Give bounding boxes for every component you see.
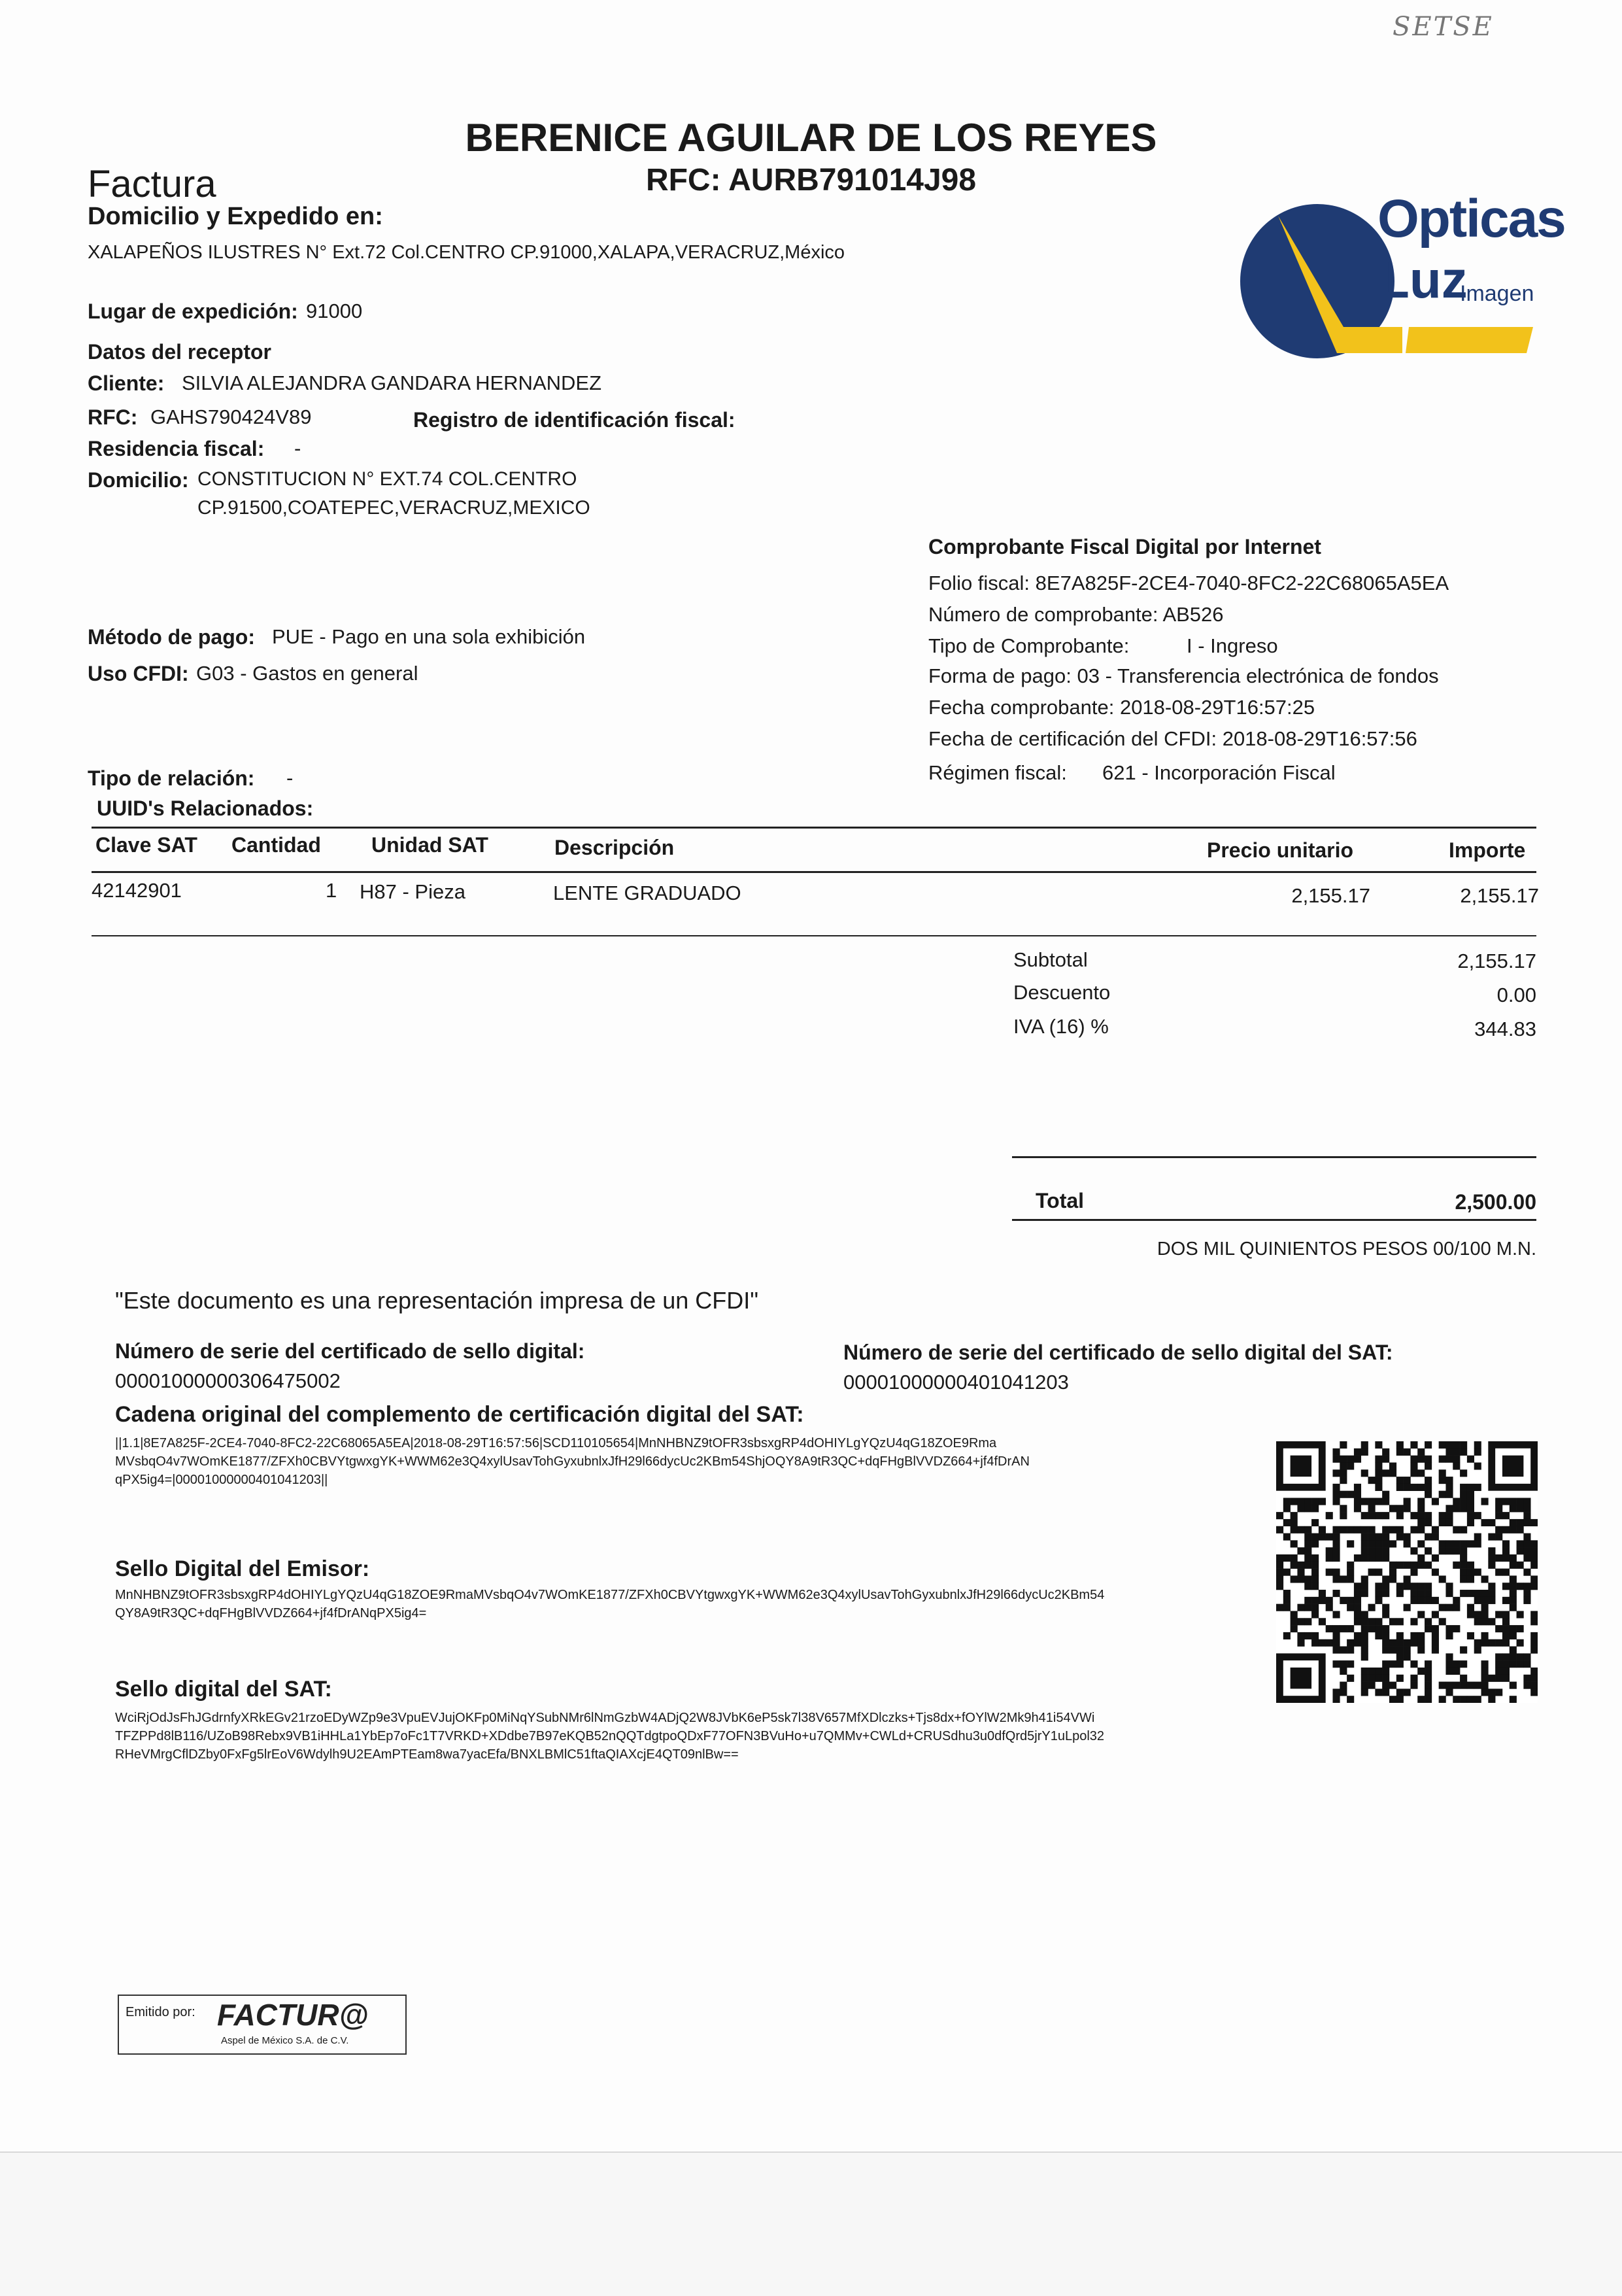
total-en-letra: DOS MIL QUINIENTOS PESOS 00/100 M.N. (1157, 1239, 1536, 1259)
receptor-domicilio-line2: CP.91500,COATEPEC,VERACRUZ,MEXICO (197, 497, 590, 519)
domicilio-label: Domicilio y Expedido en: (88, 203, 383, 230)
descuento-label: Descuento (1013, 981, 1111, 1004)
receptor-section-label: Datos del receptor (88, 340, 271, 364)
emitido-por-stamp (118, 1995, 407, 2055)
cell-clave: 42142901 (92, 879, 182, 902)
table-top-rule (92, 827, 1536, 829)
receptor-domicilio-label: Domicilio: (88, 468, 189, 492)
tipo-comprobante-value: I - Ingreso (1187, 634, 1278, 657)
cell-importe: 2,155.17 (1460, 884, 1539, 907)
sello-emisor-line: MnNHBNZ9tOFR3sbsxgRP4dOHIYLgYQzU4qG18ZOE9RmaMVsbqO4v7WOmKE1877/ZFXh0CBVYtgwxgYK+WWM62e3Q4xylUsavTohGyxubnlxJfH29l66dycUc2KBm54 (115, 1588, 1105, 1602)
residencia-label: Residencia fiscal: (88, 437, 265, 460)
emisor-cert-label: Número de serie del certificado de sello digital: (115, 1339, 585, 1363)
th-precio: Precio unitario (1207, 838, 1354, 862)
tipo-relacion-label: Tipo de relación: (88, 766, 255, 790)
regimen-fiscal-value: 621 - Incorporación Fiscal (1102, 761, 1336, 784)
emitido-label: Emitido por: (126, 2005, 195, 2019)
lugar-value: 91000 (306, 300, 363, 322)
logo-line2: Luz (1377, 250, 1468, 309)
scan-margin (0, 2151, 1622, 2296)
total-label: Total (1036, 1189, 1085, 1212)
opticas-luz-logo (1239, 177, 1565, 386)
logo-line3: Imagen (1460, 281, 1534, 306)
receptor-domicilio-line1: CONSTITUCION N° EXT.74 COL.CENTRO (197, 468, 577, 490)
cell-unidad: H87 - Pieza (360, 880, 465, 903)
receptor-rfc-label: RFC: (88, 405, 138, 429)
folio-fiscal: Folio fiscal: 8E7A825F-2CE4-7040-8FC2-22C68065A5EA (928, 572, 1449, 594)
uso-cfdi-value: G03 - Gastos en general (196, 662, 418, 685)
forma-pago: Forma de pago: 03 - Transferencia electrónica de fondos (928, 664, 1439, 687)
residencia-value: - (294, 437, 301, 460)
cliente-value: SILVIA ALEJANDRA GANDARA HERNANDEZ (182, 371, 602, 394)
facture-company: Aspel de México S.A. de C.V. (221, 2035, 349, 2046)
fecha-comprobante: Fecha comprobante: 2018-08-29T16:57:25 (928, 696, 1315, 719)
th-descripcion: Descripción (554, 836, 675, 859)
registro-label: Registro de identificación fiscal: (413, 408, 735, 432)
cadena-label: Cadena original del complemento de certificación digital del SAT: (115, 1402, 804, 1427)
regimen-fiscal-label: Régimen fiscal: (928, 761, 1067, 784)
folio-value: 8E7A825F-2CE4-7040-8FC2-22C68065A5EA (1035, 572, 1449, 594)
th-cantidad: Cantidad (231, 833, 321, 857)
uuid-relacionados-label: UUID's Relacionados: (97, 797, 314, 820)
handwritten-note: SETSE (1393, 12, 1494, 42)
qr-code-graphic (1276, 1441, 1538, 1703)
sello-sat-label: Sello digital del SAT: (115, 1677, 332, 1702)
th-importe: Importe (1449, 838, 1526, 862)
representation-note: "Este documento es una representación impresa de un CFDI" (115, 1287, 759, 1314)
table-header-rule (92, 871, 1536, 873)
uso-cfdi-label: Uso CFDI: (88, 662, 189, 685)
table-bottom-rule (92, 935, 1536, 936)
sat-cert-label: Número de serie del certificado de sello digital del SAT: (843, 1341, 1393, 1364)
cadena-line: ||1.1|8E7A825F-2CE4-7040-8FC2-22C68065A5EA|2018-08-29T16:57:56|SCD110105654|MnNHBNZ9tOFR3sbsxgRP4dOHIYLgYQzU4qG18ZOE9Rma (115, 1436, 997, 1450)
subtotal-label: Subtotal (1013, 948, 1088, 971)
sello-sat-line: TFZPPd8lB116/UZoB98Rebx9VB1iHHLa1YbEp7oFc1T7VRKD+XDdbe7B97eKQB52nQQTdgtpoQDxF77OFN3BVuHo+u7QMMv+CWLd+CRUSdhu3u0dfQrd5jrY1uLpol32 (115, 1729, 1105, 1743)
receptor-rfc-value: GAHS790424V89 (150, 405, 312, 428)
subtotal-value: 2,155.17 (1457, 950, 1536, 972)
iva-label: IVA (16) % (1013, 1015, 1109, 1038)
sello-emisor-label: Sello Digital del Emisor: (115, 1556, 370, 1581)
metodo-pago-label: Método de pago: (88, 625, 255, 649)
logo-yellow-bar (1406, 327, 1533, 353)
sello-sat-line: WciRjOdJsFhJGdrnfyXRkEGv21rzoEDyWZp9e3VpuEVJujOKFp0MiNqYSubNMr6lNmGzbW4ADjQ2W8JVbK6eP5sk7l38V657MfXDlczks+Tjs8dx+fOYlW2Mk9h41i54VWi (115, 1711, 1095, 1725)
tipo-comprobante-label: Tipo de Comprobante: (928, 634, 1130, 657)
th-unidad: Unidad SAT (371, 833, 488, 857)
emisor-cert-value: 00001000000306475002 (115, 1369, 341, 1392)
fecha-certificacion: Fecha de certificación del CFDI: 2018-08-29T16:57:56 (928, 727, 1417, 750)
facture-brand: FACTUR@ (217, 1998, 369, 2032)
tipo-relacion-value: - (286, 766, 294, 789)
qr-code (1276, 1441, 1538, 1703)
qr-finder-pattern (1291, 1456, 1311, 1477)
cell-precio: 2,155.17 (1291, 884, 1370, 907)
iva-value: 344.83 (1474, 1018, 1536, 1040)
lugar-label: Lugar de expedición: (88, 300, 298, 323)
sat-cert-value: 00001000000401041203 (843, 1371, 1069, 1394)
qr-finder-pattern (1291, 1668, 1311, 1688)
cfdi-title: Comprobante Fiscal Digital por Internet (928, 535, 1321, 558)
issuer-rfc: RFC: AURB791014J98 (645, 163, 977, 197)
cadena-line: qPX5ig4=|00001000000401041203|| (115, 1473, 328, 1487)
qr-finder-pattern (1502, 1456, 1523, 1477)
descuento-value: 0.00 (1496, 984, 1536, 1006)
document-type: Factura (88, 163, 216, 205)
numero-comprobante: Número de comprobante: AB526 (928, 603, 1224, 626)
metodo-pago-value: PUE - Pago en una sola exhibición (272, 625, 586, 648)
sello-emisor-line: QY8A9tR3QC+dqFHgBlVVDZ664+jf4fDrANqPX5ig4= (115, 1606, 427, 1620)
issuer-name: BERENICE AGUILAR DE LOS REYES (465, 116, 1157, 160)
th-clave: Clave SAT (95, 833, 197, 857)
domicilio-value: XALAPEÑOS ILUSTRES N° Ext.72 Col.CENTRO CP.91000,XALAPA,VERACRUZ,México (88, 242, 845, 263)
total-value: 2,500.00 (1455, 1190, 1536, 1214)
logo-line1: Opticas (1377, 189, 1565, 248)
cliente-label: Cliente: (88, 371, 165, 395)
sello-sat-line: RHeVMrgCflDZby0FxFg5lrEoV6Wdylh9U2EAmPTEam8wa7yacEfa/BNXLBMlC51ftaQIAXcjE4QT09nlBw== (115, 1747, 739, 1762)
totals-top-rule (1012, 1156, 1536, 1158)
cell-cantidad: 1 (326, 879, 337, 902)
totals-bottom-rule (1012, 1219, 1536, 1221)
cell-descripcion: LENTE GRADUADO (553, 882, 741, 904)
cadena-line: MVsbqO4v7WOmKE1877/ZFXh0CBVYtgwxgYK+WWM62e3Q4xylUsavTohGyxubnlxJfH29l66dycUc2KBm54ShjOQY8A9tR3QC+dqFHgBlVVDZ664+jf4fDrAN (115, 1454, 1030, 1469)
